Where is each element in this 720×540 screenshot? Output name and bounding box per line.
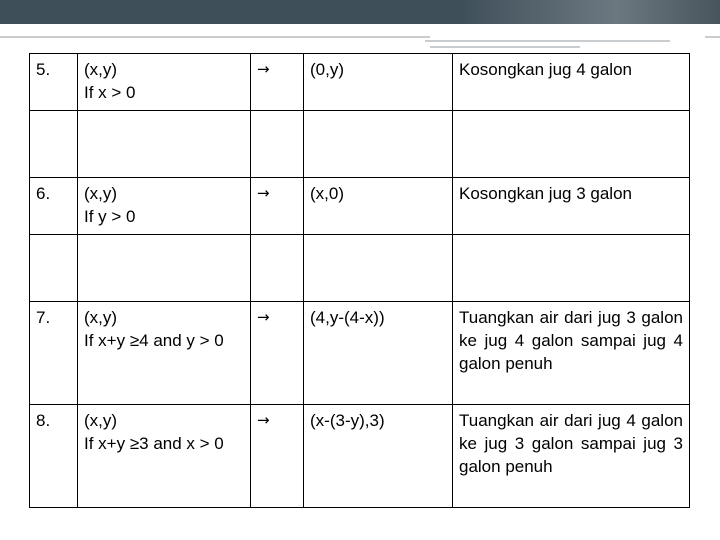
rule-number: [30, 235, 78, 302]
table-row: [30, 235, 690, 302]
decorative-line: [430, 46, 580, 48]
rule-description: Tuangkan air dari jug 3 galon ke jug 4 galon sampai jug 4 galon penuh: [453, 302, 690, 405]
table-row: [30, 54, 690, 111]
arrow-cell: [251, 111, 304, 178]
rule-result: [304, 235, 453, 302]
rule-description: Kosongkan jug 4 galon: [453, 54, 690, 111]
arrow-icon: →: [251, 405, 304, 508]
arrow-cell: [251, 235, 304, 302]
rule-condition: (x,y) If x+y ≥3 and x > 0: [78, 405, 251, 508]
table-row: [30, 405, 690, 508]
rule-description: [453, 235, 690, 302]
rule-description: Kosongkan jug 3 galon: [453, 178, 690, 235]
rule-number: [30, 111, 78, 178]
rule-number: 5.: [30, 54, 78, 111]
rule-result: (4,y-(4-x)): [304, 302, 453, 405]
table-row: [30, 178, 690, 235]
rule-result: (x,0): [304, 178, 453, 235]
rule-condition: (x,y) If x+y ≥4 and y > 0: [78, 302, 251, 405]
header-bar-gradient: [460, 0, 720, 24]
rule-result: (0,y): [304, 54, 453, 111]
rule-number: 7.: [30, 302, 78, 405]
rule-description: [453, 111, 690, 178]
rule-description: Tuangkan air dari jug 4 galon ke jug 3 galon sampai jug 3 galon penuh: [453, 405, 690, 508]
arrow-icon: →: [251, 178, 304, 235]
rule-result: (x-(3-y),3): [304, 405, 453, 508]
slide-header-bar: [0, 0, 720, 24]
decorative-line: [705, 36, 720, 38]
decorative-line: [0, 36, 430, 38]
table-row: [30, 302, 690, 405]
arrow-icon: →: [251, 54, 304, 111]
arrow-icon: →: [251, 302, 304, 405]
decorative-line: [425, 40, 670, 42]
rule-condition: [78, 235, 251, 302]
rule-condition: [78, 111, 251, 178]
table-row: [30, 111, 690, 178]
rule-number: 8.: [30, 405, 78, 508]
production-rules-table: [29, 53, 690, 508]
rule-result: [304, 111, 453, 178]
rule-number: 6.: [30, 178, 78, 235]
rule-condition: (x,y) If y > 0: [78, 178, 251, 235]
rule-condition: (x,y) If x > 0: [78, 54, 251, 111]
